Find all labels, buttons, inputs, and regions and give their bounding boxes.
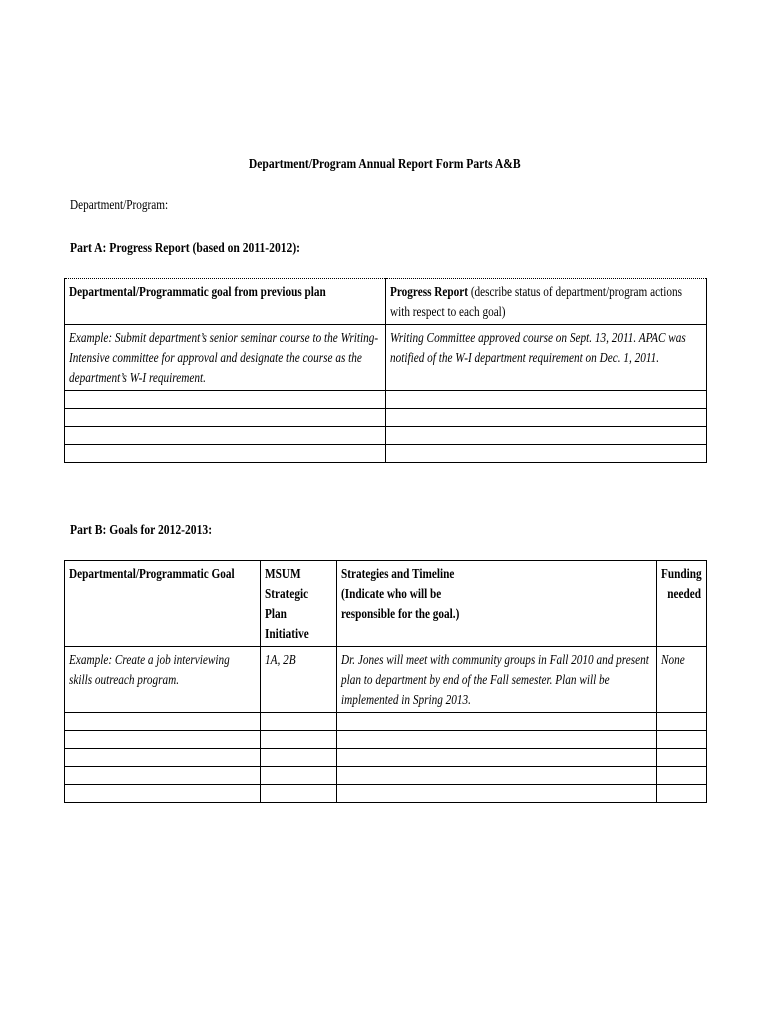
progress-cell[interactable] xyxy=(386,391,707,409)
header-cell-goal: Departmental/Programmatic goal from previous plan xyxy=(65,279,386,325)
goal-cell[interactable] xyxy=(65,427,386,445)
goal-cell[interactable] xyxy=(65,731,261,749)
funding-cell[interactable] xyxy=(657,767,707,785)
table-row xyxy=(65,749,707,767)
form-title: Department/Program Annual Report Form Parts A&B xyxy=(249,156,521,171)
goal-cell[interactable] xyxy=(65,391,386,409)
example-initiative-cell[interactable]: 1A, 2B xyxy=(261,647,337,713)
example-goal-cell[interactable]: Example: Submit department’s senior seminar course to the Writing-Intensive committee for approval and designate the course as the department’s W-I requirement. xyxy=(65,325,386,391)
funding-cell[interactable] xyxy=(657,731,707,749)
goal-cell[interactable] xyxy=(65,445,386,463)
department-program-label: Department/Program: xyxy=(70,197,169,212)
initiative-cell[interactable] xyxy=(261,785,337,803)
header-progress-rest: (describe status of department/program actions with respect to each goal) xyxy=(390,284,682,319)
table-row xyxy=(65,731,707,749)
part-a-heading: Part A: Progress Report (based on 2011-2012): xyxy=(70,240,301,255)
table-row xyxy=(65,427,707,445)
goal-cell[interactable] xyxy=(65,713,261,731)
table-header-row xyxy=(65,561,707,647)
example-row xyxy=(65,325,707,391)
header-cell-funding: Funding needed xyxy=(657,561,707,647)
initiative-cell[interactable] xyxy=(261,731,337,749)
header-progress-bold: Progress Report xyxy=(390,284,469,299)
initiative-cell[interactable] xyxy=(261,749,337,767)
progress-cell[interactable] xyxy=(386,445,707,463)
initiative-cell[interactable] xyxy=(261,767,337,785)
example-funding-cell[interactable]: None xyxy=(657,647,707,713)
table-row xyxy=(65,767,707,785)
table-row xyxy=(65,391,707,409)
strategy-cell[interactable] xyxy=(337,713,657,731)
header-cell-progress xyxy=(386,279,707,325)
example-goal-cell[interactable]: Example: Create a job interviewing skills outreach program. xyxy=(65,647,261,713)
table-row xyxy=(65,785,707,803)
initiative-cell[interactable] xyxy=(261,713,337,731)
progress-cell[interactable] xyxy=(386,409,707,427)
table-row xyxy=(65,409,707,427)
funding-cell[interactable] xyxy=(657,713,707,731)
header-cell-initiative: MSUM Strategic Plan Initiative xyxy=(261,561,337,647)
funding-cell[interactable] xyxy=(657,749,707,767)
table-row xyxy=(65,713,707,731)
header-cell-strategies: Strategies and Timeline (Indicate who will be responsible for the goal.) xyxy=(337,561,657,647)
example-progress-cell[interactable]: Writing Committee approved course on Sept. 13, 2011. APAC was notified of the W-I department requirement on Dec. 1, 2011. xyxy=(386,325,707,391)
progress-report-table xyxy=(64,278,707,463)
progress-cell[interactable] xyxy=(386,427,707,445)
funding-cell[interactable] xyxy=(657,785,707,803)
table-header-row xyxy=(65,279,707,325)
example-strategy-cell[interactable]: Dr. Jones will meet with community groups in Fall 2010 and present plan to department by end of the Fall semester. Plan will be implemented in Spring 2013. xyxy=(337,647,657,713)
goals-table xyxy=(64,560,707,803)
goal-cell[interactable] xyxy=(65,409,386,427)
goal-cell[interactable] xyxy=(65,749,261,767)
goal-cell[interactable] xyxy=(65,785,261,803)
strategy-cell[interactable] xyxy=(337,731,657,749)
part-b-heading: Part B: Goals for 2012-2013: xyxy=(70,522,213,537)
header-cell-goal: Departmental/Programmatic Goal xyxy=(65,561,261,647)
example-row xyxy=(65,647,707,713)
strategy-cell[interactable] xyxy=(337,749,657,767)
strategy-cell[interactable] xyxy=(337,767,657,785)
strategy-cell[interactable] xyxy=(337,785,657,803)
goal-cell[interactable] xyxy=(65,767,261,785)
table-row xyxy=(65,445,707,463)
